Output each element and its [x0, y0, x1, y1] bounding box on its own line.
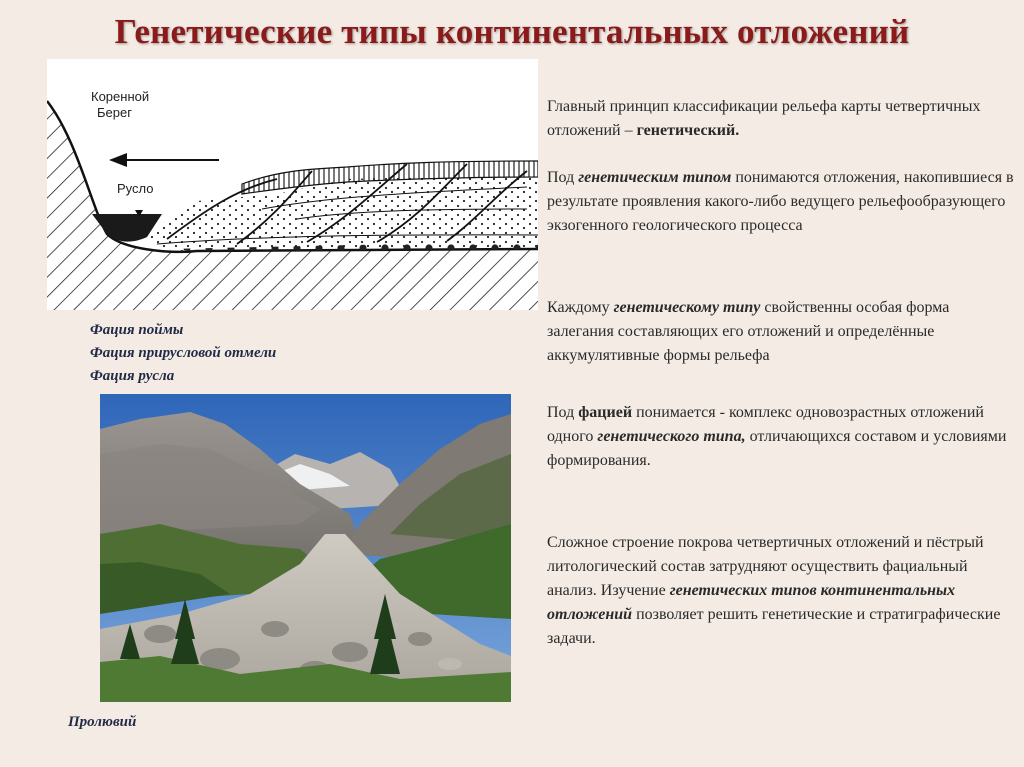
- p3-prefix: Каждому: [547, 299, 614, 316]
- paragraph-principle: [547, 95, 1017, 143]
- p5-rest: позволяет решить генетические и стратиграфические задачи.: [547, 606, 1001, 647]
- p4-em: генетического типа,: [597, 428, 746, 445]
- paragraph-each-type: [547, 296, 1017, 368]
- diagram-label-bank-1: Коренной: [91, 89, 150, 104]
- p2-rest: понимаются отложения, накопившиеся в результате проявления какого-либо ведущего рельефообразующего экзогенного геологического процесса: [547, 169, 1014, 234]
- p4-mid: понимается - комплекс одновозрастных отложений одного: [547, 404, 984, 445]
- paragraph-genetic-type: [547, 166, 1017, 238]
- p4-prefix: Под: [547, 404, 579, 421]
- p2-prefix: Под: [547, 169, 579, 186]
- p3-em: генетическому типу: [613, 299, 761, 316]
- p4-rest: отличающихся составом и условиями формирования.: [547, 428, 1007, 469]
- paragraph-complex-structure: [547, 531, 1017, 651]
- cross-section-diagram: [47, 59, 538, 310]
- p4-bold: фацией: [578, 404, 633, 421]
- p3-rest: свойственны особая форма залегания составляющих его отложений и определённые аккумулятивные формы рельефа: [547, 299, 950, 364]
- p2-em: генетическим типом: [578, 169, 732, 186]
- photo-caption: Пролювий: [68, 714, 137, 730]
- photo-illustration: [100, 394, 511, 702]
- proluvium-photo: [100, 394, 511, 702]
- cross-section-svg: [47, 59, 538, 310]
- paragraph-facies: [547, 401, 1017, 473]
- p5-em: генетических типов континентальных отложений: [547, 582, 956, 623]
- slide-title: Генетические типы континентальных отложений: [114, 12, 910, 51]
- p1-bold: генетический.: [636, 122, 740, 139]
- facies-point-bar: Фация прирусловой отмели: [90, 345, 277, 361]
- p1-text: Главный принцип классификации рельефа карты четвертичных отложений –: [547, 98, 981, 139]
- diagram-label-bank-2: Берег: [97, 105, 132, 120]
- p5-text: Сложное строение покрова четвертичных отложений и пёстрый литологический состав затрудняют осуществить фациальный анализ. Изучение: [547, 534, 984, 599]
- diagram-label-channel: Русло: [117, 181, 154, 196]
- facies-floodplain: Фация поймы: [90, 322, 184, 338]
- facies-channel: Фация русла: [90, 368, 175, 384]
- facies-list: [90, 319, 420, 388]
